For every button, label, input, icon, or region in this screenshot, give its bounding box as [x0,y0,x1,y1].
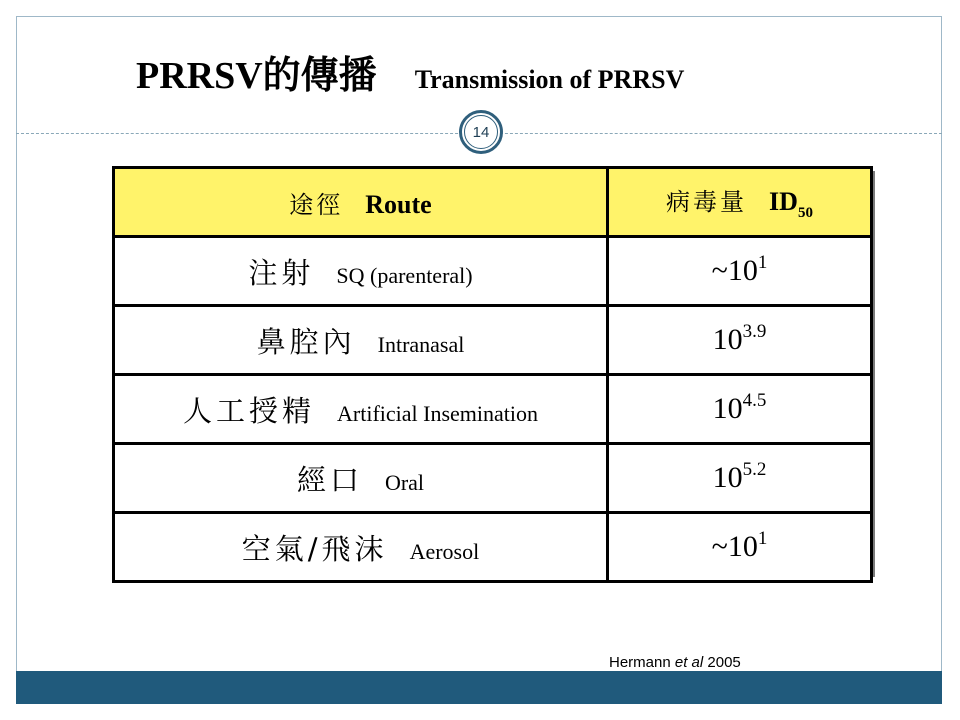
table-header-row [114,168,872,237]
dose-base: 10 [712,461,743,494]
dose-cell [608,237,872,306]
title-main: PRRSV的傳播 [136,55,377,97]
table-row [114,444,872,513]
dose-value [713,392,767,425]
dose-value [713,461,767,494]
dose-base: ~10 [711,530,758,563]
route-cell [114,237,608,306]
route-zh: 鼻腔內 [256,324,356,359]
dose-exponent: 1 [757,528,768,549]
header-dose-zh: 病毒量 [666,188,748,216]
dose-base: 10 [712,323,743,356]
route-en: Intranasal [377,331,465,357]
page-number: 14 [472,123,490,141]
route-zh: 經口 [296,462,363,497]
route-cell [114,306,608,375]
route-en: Aerosol [409,538,480,564]
citation [609,654,741,671]
dose-value [713,323,767,356]
header-route-zh: 途徑 [289,190,344,219]
header-route [114,168,608,237]
table-row [114,306,872,375]
dose-value [712,530,768,563]
routes-table [112,166,873,583]
dose-cell [608,513,872,582]
route-cell [114,375,608,444]
transmission-table [112,166,870,572]
dose-cell [608,306,872,375]
header-route-en: Route [365,189,432,219]
dose-cell [608,444,872,513]
route-cell [114,444,608,513]
table-row [114,375,872,444]
header-dose-en: ID [769,187,798,216]
slide-title [136,44,684,104]
route-en: Oral [384,469,425,495]
route-zh: 空氣/飛沫 [241,531,388,566]
header-dose-subscript: 50 [797,205,813,221]
footer-bar [16,671,942,704]
dose-exponent: 3.9 [742,321,767,342]
citation-author: Hermann [609,654,675,671]
dose-exponent: 4.5 [742,390,767,411]
route-cell [114,513,608,582]
title-sub: Transmission of PRRSV [414,65,685,94]
dose-cell [608,375,872,444]
route-zh: 人工授精 [182,393,315,428]
dose-base: ~10 [711,254,758,287]
citation-year: 2005 [703,654,741,671]
route-en: Artificial Insemination [337,400,538,426]
dose-base: 10 [712,392,743,425]
dose-exponent: 5.2 [742,459,767,480]
dose-exponent: 1 [757,252,768,273]
page-number-badge [459,110,503,154]
citation-et-al: et al [674,654,704,671]
route-zh: 注射 [248,255,315,290]
route-en: SQ (parenteral) [336,262,473,288]
table-row [114,237,872,306]
header-dose [608,168,872,237]
dose-value [712,254,768,287]
table-row [114,513,872,582]
